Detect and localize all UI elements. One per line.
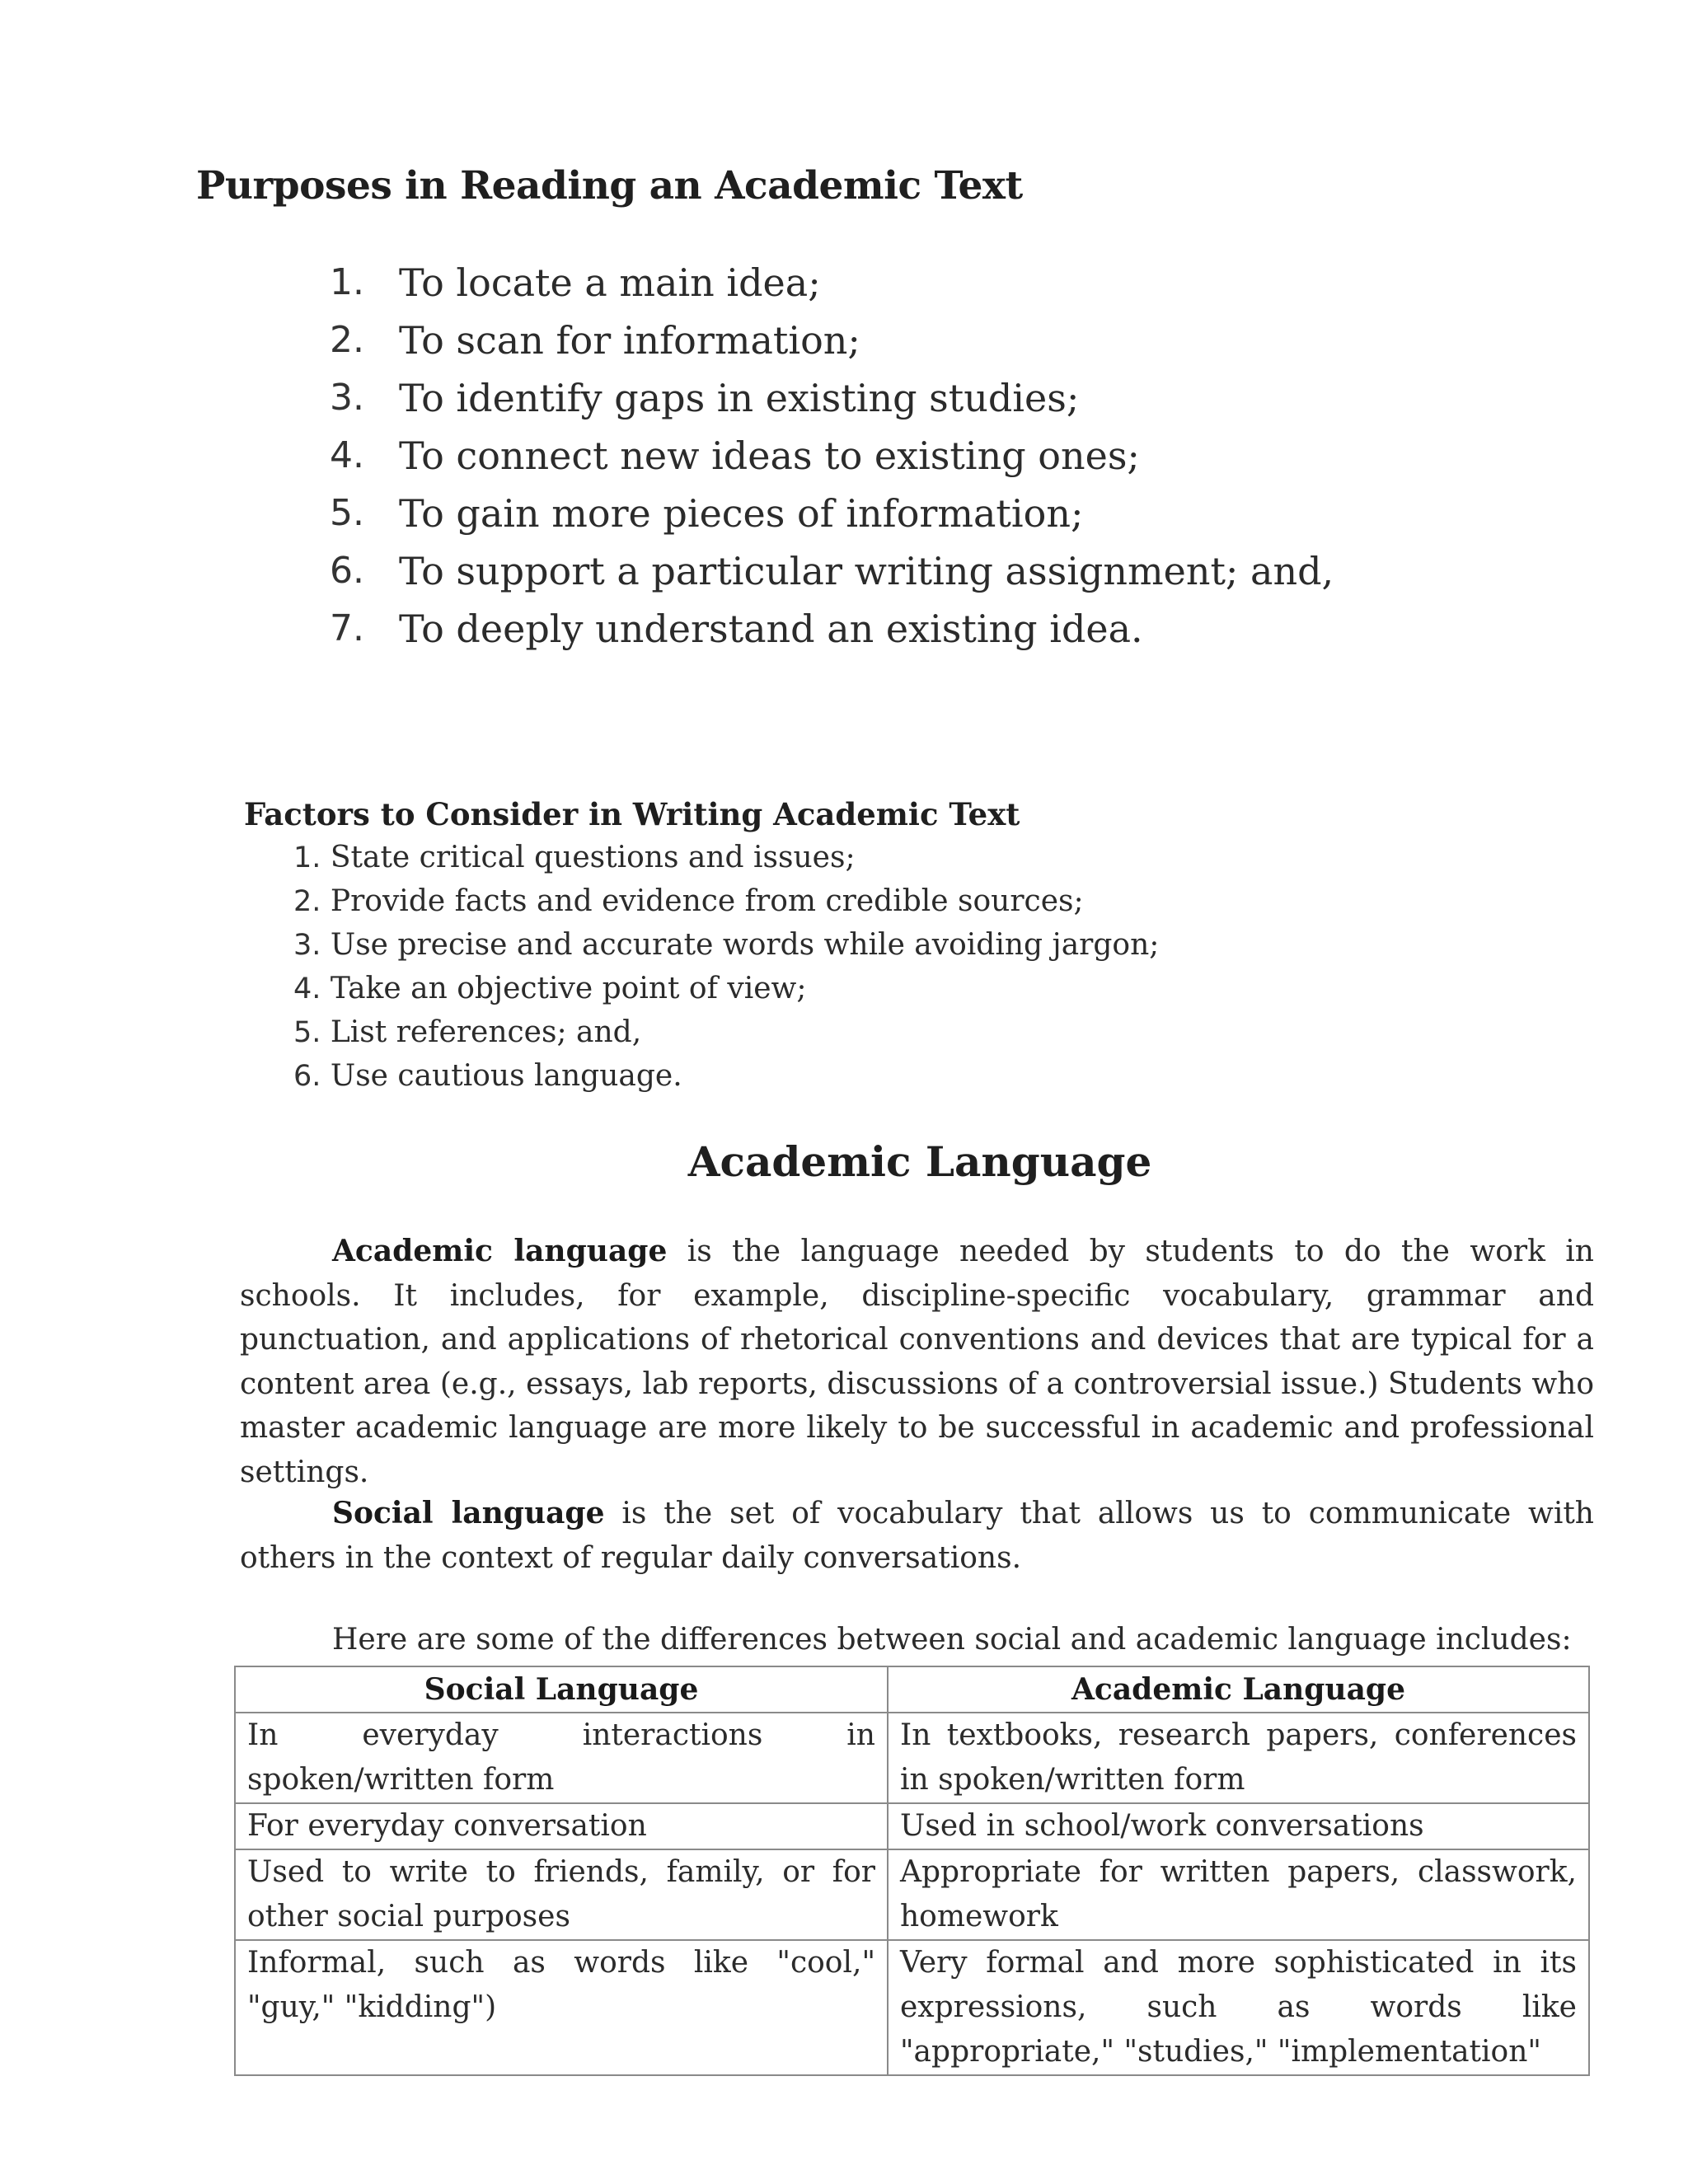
header-academic-language: Academic Language	[888, 1666, 1589, 1713]
list-item	[293, 836, 1159, 879]
list-number: 4.	[293, 972, 321, 1005]
list-item	[330, 369, 1334, 427]
list-number: 1.	[293, 841, 321, 874]
list-item	[293, 1054, 1159, 1098]
factors-heading: Factors to Consider in Writing Academic Text	[244, 796, 1020, 832]
list-number: 2.	[330, 319, 364, 361]
table-cell: Used in school/work conversations	[888, 1803, 1589, 1849]
social-language-definition: is the set of vocabulary that allows us to communicate with others in the context of regular daily conversations.	[240, 1497, 1594, 1575]
list-text: Provide facts and evidence from credible sources;	[330, 884, 1084, 918]
list-number: 2.	[293, 885, 321, 918]
list-item	[293, 967, 1159, 1010]
list-item	[330, 312, 1334, 369]
list-text: To connect new ideas to existing ones;	[399, 434, 1140, 478]
table-row	[235, 1940, 1589, 2075]
list-item	[293, 923, 1159, 967]
list-item	[330, 427, 1334, 485]
list-text: To deeply understand an existing idea.	[399, 607, 1143, 651]
list-text: To identify gaps in existing studies;	[399, 376, 1080, 420]
list-text: List references; and,	[330, 1015, 642, 1049]
factors-list	[293, 836, 1159, 1098]
social-language-term: Social language	[332, 1496, 605, 1530]
list-text: To scan for information;	[399, 318, 860, 363]
academic-language-definition: is the language needed by students to do the work in schools. It includes, for example, discipline-specific vocabulary, grammar and punctuation, and applications of rhetorical conventions and devices that are typical for a content area (e.g., essays, lab reports, discussions of a controversial issue.) Students who master academic language are more likely to be successful in academic and professional settings.	[240, 1235, 1594, 1489]
academic-language-heading: Academic Language	[687, 1137, 1152, 1186]
social-language-paragraph	[240, 1492, 1594, 1580]
list-number: 7.	[330, 607, 364, 649]
list-text: To gain more pieces of information;	[399, 491, 1084, 536]
table-header-row	[235, 1666, 1589, 1713]
table-cell: For everyday conversation	[235, 1803, 888, 1849]
list-number: 5.	[293, 1016, 321, 1049]
table-cell: In textbooks, research papers, conferences in spoken/written form	[888, 1713, 1589, 1803]
table-intro: Here are some of the differences between social and academic language includes:	[332, 1623, 1572, 1657]
table-cell: Informal, such as words like "cool," "guy," "kidding")	[235, 1940, 888, 2075]
list-item	[330, 254, 1334, 312]
list-number: 6.	[293, 1060, 321, 1093]
list-number: 3.	[293, 929, 321, 962]
table-cell: Used to write to friends, family, or for other social purposes	[235, 1849, 888, 1940]
table-cell: In everyday interactions in spoken/written form	[235, 1713, 888, 1803]
list-item	[330, 542, 1334, 600]
table-row	[235, 1849, 1589, 1940]
purposes-list	[330, 254, 1334, 658]
list-text: Use precise and accurate words while avoiding jargon;	[330, 928, 1160, 962]
table-row	[235, 1803, 1589, 1849]
table-row	[235, 1713, 1589, 1803]
list-item	[293, 879, 1159, 923]
table-cell: Very formal and more sophisticated in its expressions, such as words like "appropriate," "studies," "implementation"	[888, 1940, 1589, 2075]
list-item	[330, 600, 1334, 658]
header-social-language: Social Language	[235, 1666, 888, 1713]
purposes-heading: Purposes in Reading an Academic Text	[196, 163, 1023, 209]
list-text: To support a particular writing assignment; and,	[399, 549, 1334, 593]
list-number: 3.	[330, 377, 364, 419]
list-number: 1.	[330, 261, 364, 303]
table-cell: Appropriate for written papers, classwork, homework	[888, 1849, 1589, 1940]
list-text: State critical questions and issues;	[330, 841, 856, 874]
list-item	[330, 485, 1334, 542]
list-item	[293, 1010, 1159, 1054]
comparison-table	[234, 1666, 1590, 2076]
list-number: 4.	[330, 434, 364, 476]
list-text: To locate a main idea;	[399, 260, 821, 305]
academic-language-term: Academic language	[332, 1234, 668, 1268]
list-number: 5.	[330, 492, 364, 534]
list-text: Use cautious language.	[330, 1059, 682, 1093]
list-text: Take an objective point of view;	[330, 972, 807, 1005]
academic-language-paragraph	[240, 1230, 1594, 1494]
list-number: 6.	[330, 550, 364, 592]
